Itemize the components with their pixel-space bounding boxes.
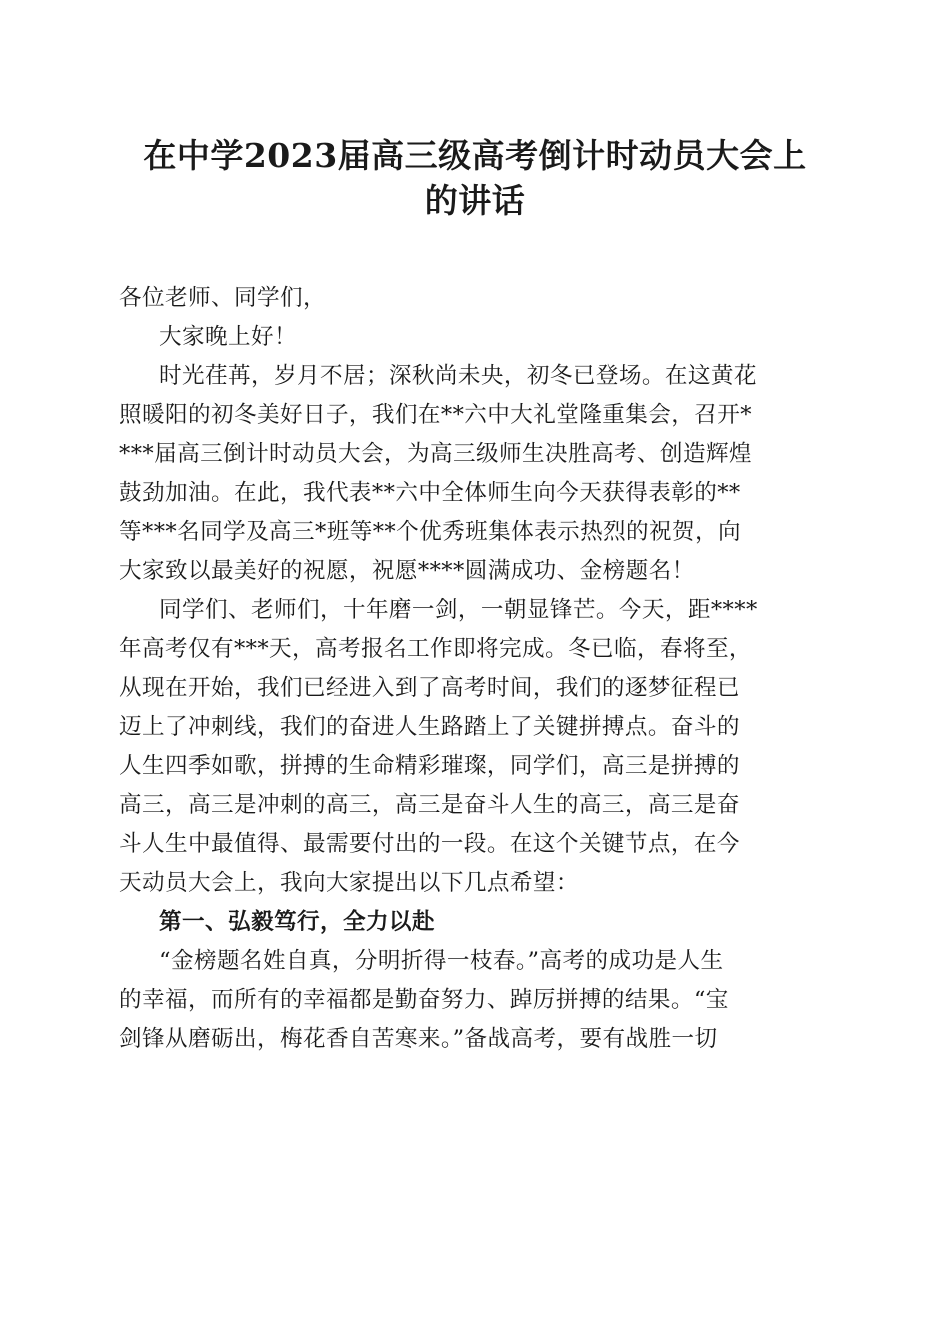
paragraph-3-line-2: 的幸福，而所有的幸福都是勤奋努力、踔厉拼搏的结果。“宝 <box>119 987 729 1013</box>
paragraph-2-line-1: 同学们、老师们，十年磨一剑，一朝显锋芒。今天，距**** <box>159 597 758 623</box>
paragraph-3-line-1: “金榜题名姓自真，分明折得一枝春。”高考的成功是人生 <box>159 948 724 974</box>
paragraph-2-line-2: 年高考仅有***天，高考报名工作即将完成。冬已临，春将至， <box>119 636 752 662</box>
paragraph-2-line-8: 天动员大会上，我向大家提出以下几点希望： <box>119 870 579 896</box>
document-title <box>110 133 840 223</box>
paragraph-2-line-3: 从现在开始，我们已经进入到了高考时间，我们的逐梦征程已 <box>119 675 740 701</box>
title-line-1: 在中学2023届高三级高考倒计时动员大会上 <box>143 136 807 175</box>
title-line-2: 的讲话 <box>424 181 526 220</box>
paragraph-2-line-6: 高三，高三是冲刺的高三，高三是奋斗人生的高三，高三是奋 <box>119 792 740 818</box>
paragraph-2-line-5: 人生四季如歌，拼搏的生命精彩璀璨，同学们，高三是拼搏的 <box>119 753 740 779</box>
paragraph-1-line-3: ***届高三倒计时动员大会，为高三级师生决胜高考、创造辉煌 <box>119 441 752 467</box>
paragraph-1-line-4: 鼓劲加油。在此，我代表**六中全体师生向今天获得表彰的** <box>119 480 741 506</box>
paragraph-1-line-5: 等***名同学及高三*班等**个优秀班集体表示热烈的祝贺，向 <box>119 519 742 545</box>
paragraph-2-line-7: 斗人生中最值得、最需要付出的一段。在这个关键节点，在今 <box>119 831 740 857</box>
salutation: 各位老师、同学们， <box>119 285 326 311</box>
paragraph-1-line-2: 照暖阳的初冬美好日子，我们在**六中大礼堂隆重集会，召开* <box>119 402 752 428</box>
paragraph-1-line-6: 大家致以最美好的祝愿，祝愿****圆满成功、金榜题名！ <box>119 558 695 584</box>
greeting: 大家晚上好！ <box>159 324 297 350</box>
paragraph-3-line-3: 剑锋从磨砺出，梅花香自苦寒来。”备战高考，要有战胜一切 <box>119 1026 718 1052</box>
section-heading-1: 第一、弘毅笃行，全力以赴 <box>159 909 435 935</box>
paragraph-2-line-4: 迈上了冲刺线，我们的奋进人生路踏上了关键拼搏点。奋斗的 <box>119 714 740 740</box>
paragraph-1-line-1: 时光荏苒，岁月不居；深秋尚未央，初冬已登场。在这黄花 <box>159 363 757 389</box>
document-body <box>119 279 831 1059</box>
